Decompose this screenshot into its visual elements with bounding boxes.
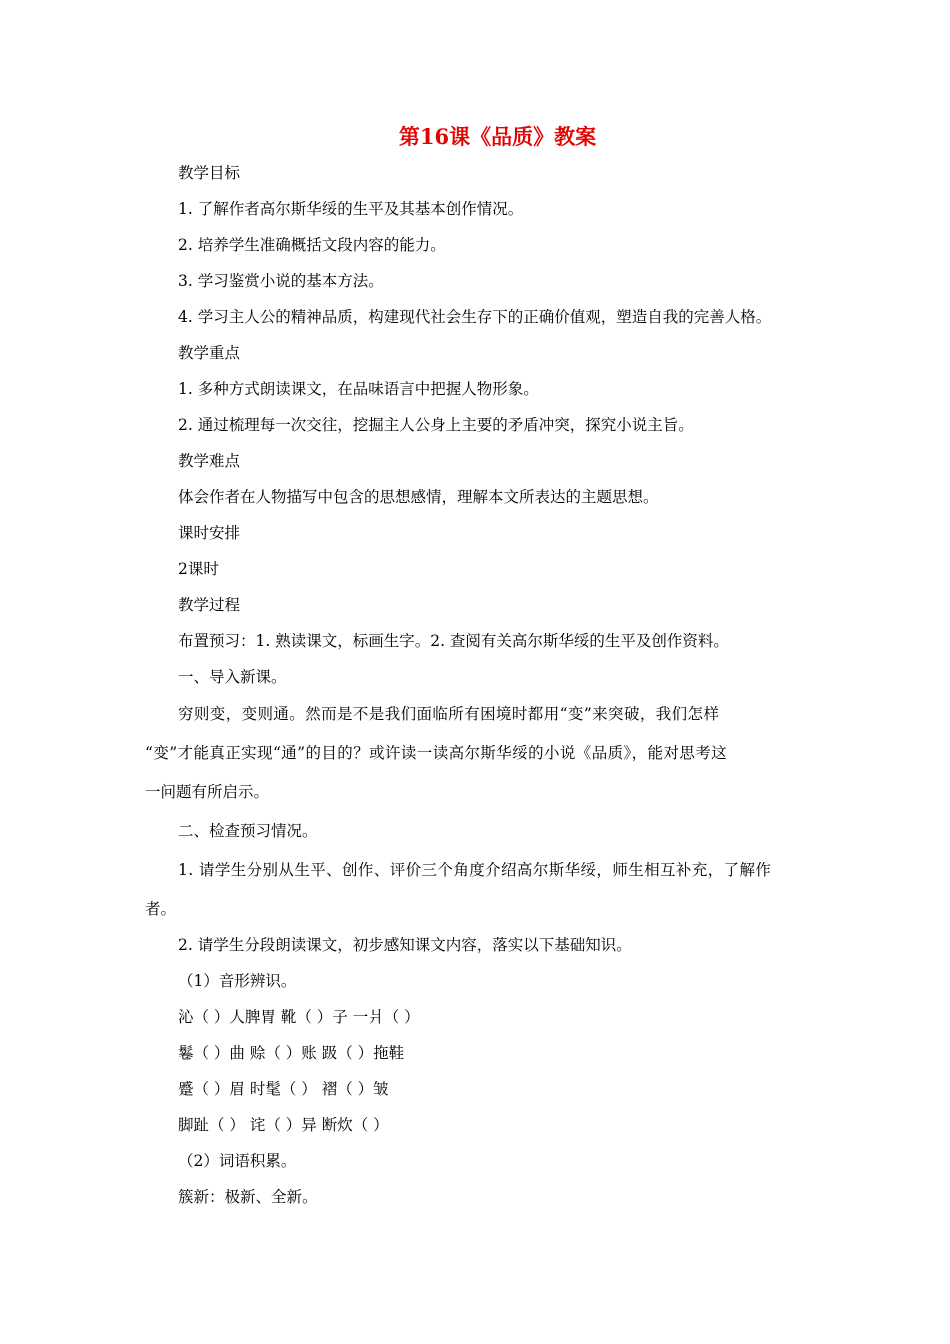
vocabulary-entry: 簇新：极新、全新。	[178, 1188, 318, 1206]
exercise-line: 沁（ ）人脾胃 靴（ ）子 一爿（ ）	[178, 1008, 420, 1026]
subheading-vocabulary: （2）词语积累。	[178, 1152, 297, 1170]
heading-schedule: 课时安排	[178, 524, 241, 542]
exercise-line: 鬈（ ）曲 赊（ ）账 趿（ ）拖鞋	[178, 1044, 405, 1062]
key-point-item: 2. 通过梳理每一次交往，挖掘主人公身上主要的矛盾冲突，探究小说主旨。	[178, 416, 694, 434]
schedule-text: 2课时	[178, 560, 219, 578]
section-heading-intro: 一、导入新课。	[178, 668, 287, 686]
paragraph-line: 1. 请学生分别从生平、创作、评价三个角度介绍高尔斯华绥，师生相互补充，了解作	[178, 861, 772, 879]
heading-key-points: 教学重点	[178, 344, 241, 362]
goal-item: 4. 学习主人公的精神品质，构建现代社会生存下的正确价值观，塑造自我的完善人格。	[178, 308, 772, 326]
exercise-line: 脚趾（ ） 诧（ ）异 断炊（ ）	[178, 1116, 389, 1134]
goal-item: 1. 了解作者高尔斯华绥的生平及其基本创作情况。	[178, 200, 524, 218]
paragraph-line: 者。	[145, 900, 177, 918]
section-heading-check: 二、检查预习情况。	[178, 822, 318, 840]
paragraph-line: 一问题有所启示。	[145, 783, 270, 801]
goal-item: 3. 学习鉴赏小说的基本方法。	[178, 272, 384, 290]
key-point-item: 1. 多种方式朗读课文，在品味语言中把握人物形象。	[178, 380, 539, 398]
exercise-line: 蹙（ ）眉 时髦（ ） 褶（ ）皱	[178, 1080, 389, 1098]
paragraph-line: “变”才能真正实现“通”的目的？或许读一读高尔斯华绥的小说《品质》，能对思考这	[145, 744, 728, 762]
heading-process: 教学过程	[178, 596, 241, 614]
document-title: 第16课《品质》教案	[398, 124, 597, 149]
preview-assignment: 布置预习：1. 熟读课文，标画生字。2. 查阅有关高尔斯华绥的生平及创作资料。	[178, 632, 729, 650]
paragraph-line: 2. 请学生分段朗读课文，初步感知课文内容，落实以下基础知识。	[178, 936, 632, 954]
paragraph-line: 穷则变，变则通。然而是不是我们面临所有困境时都用“变”来突破，我们怎样	[178, 705, 720, 723]
difficulty-text: 体会作者在人物描写中包含的思想感情，理解本文所表达的主题思想。	[178, 488, 659, 506]
heading-difficulties: 教学难点	[178, 452, 241, 470]
heading-teaching-goals: 教学目标	[178, 164, 241, 182]
goal-item: 2. 培养学生准确概括文段内容的能力。	[178, 236, 446, 254]
subheading-pronunciation: （1）音形辨识。	[178, 972, 297, 990]
